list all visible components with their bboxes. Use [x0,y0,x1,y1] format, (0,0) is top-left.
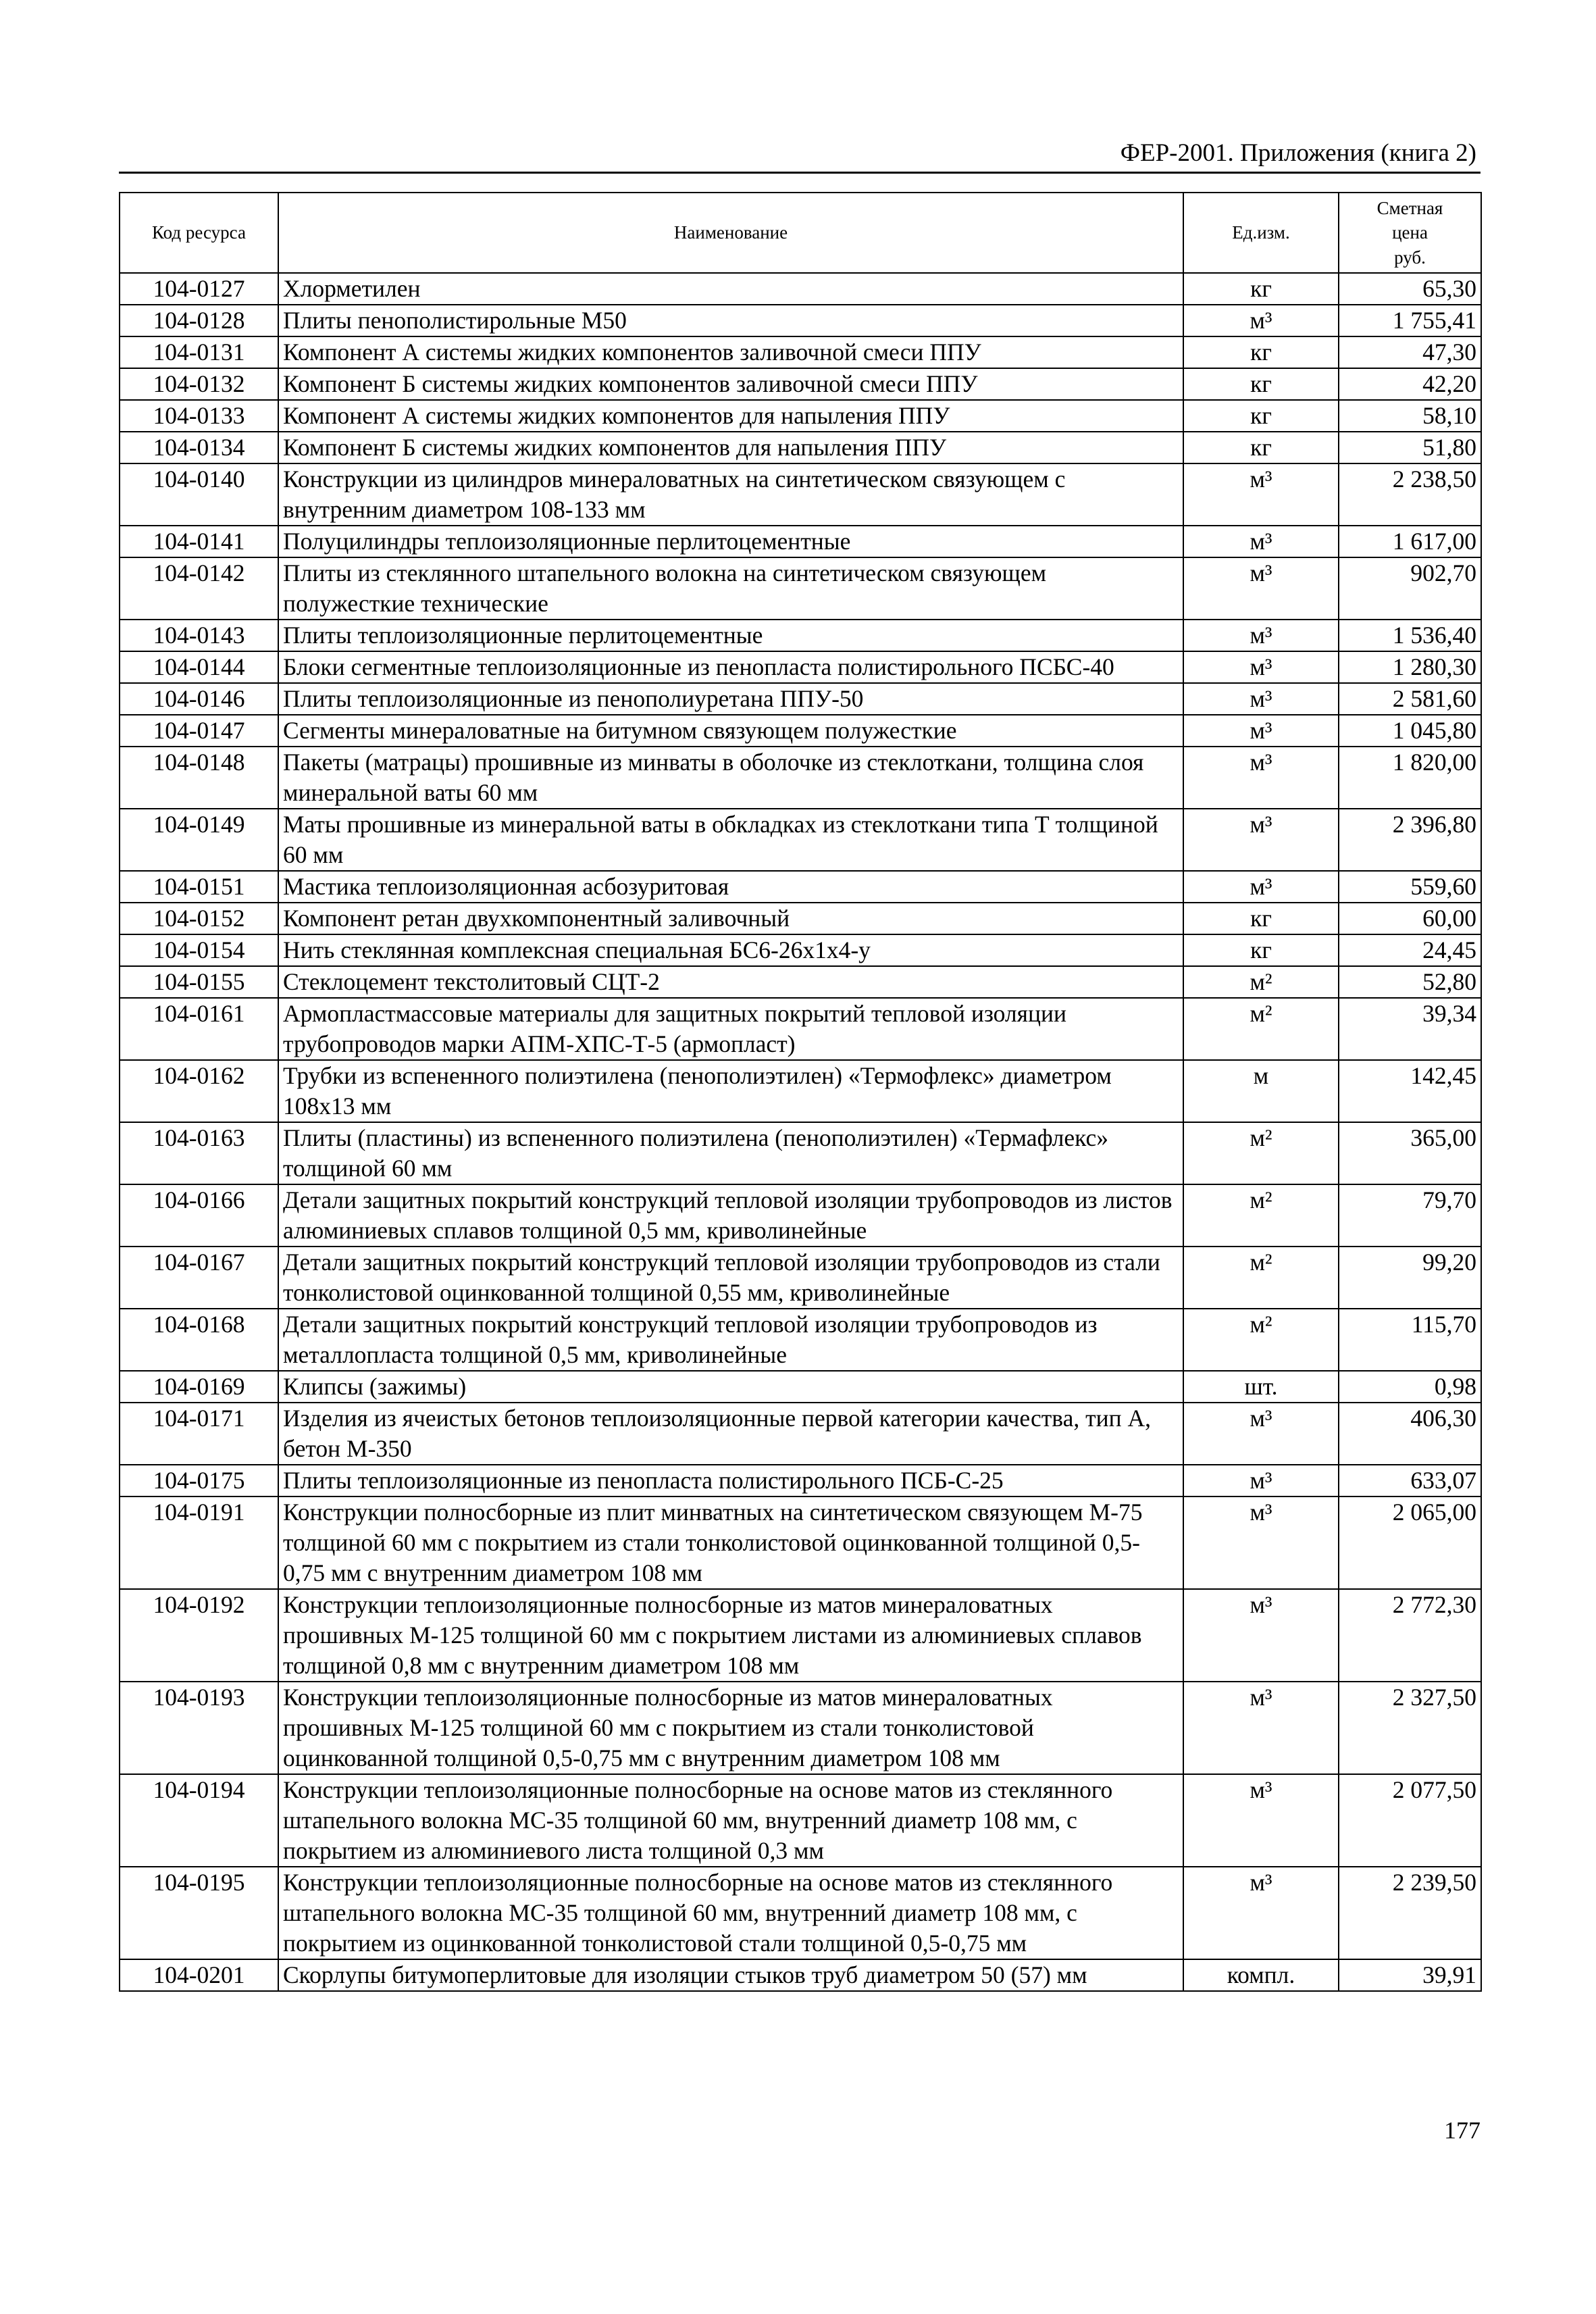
resource-name-cell: Компонент Б системы жидких компонентов заливочной смеси ППУ [278,368,1183,400]
resource-name-cell: Полуцилиндры теплоизоляционные перлитоцементные [278,526,1183,557]
table-row [120,273,1481,305]
price-cell: 406,30 [1339,1403,1481,1465]
resource-name-cell: Плиты пенополистирольные М50 [278,305,1183,336]
resource-code-cell: 104-0147 [120,715,278,747]
unit-cell: м³ [1183,305,1339,336]
price-cell: 99,20 [1339,1247,1481,1309]
unit-cell: м³ [1183,715,1339,747]
unit-cell: кг [1183,336,1339,368]
resource-code-cell: 104-0141 [120,526,278,557]
resource-name-cell: Хлорметилен [278,273,1183,305]
resource-name-cell: Компонент А системы жидких компонентов заливочной смеси ППУ [278,336,1183,368]
price-cell: 52,80 [1339,966,1481,998]
unit-cell: кг [1183,903,1339,934]
resource-code-cell: 104-0132 [120,368,278,400]
unit-cell: м [1183,1060,1339,1122]
page-header [119,132,1481,174]
price-cell: 2 239,50 [1339,1867,1481,1959]
unit-cell: м³ [1183,557,1339,620]
price-cell: 2 327,50 [1339,1682,1481,1774]
resource-name-cell: Армопластмассовые материалы для защитных покрытий тепловой изоляции трубопроводов марки АПМ-ХПС-Т-5 (армопласт) [278,998,1183,1060]
table-row [120,1309,1481,1371]
unit-cell: м³ [1183,683,1339,715]
unit-cell: м² [1183,1247,1339,1309]
resource-code-cell: 104-0143 [120,620,278,651]
resource-name-cell: Конструкции теплоизоляционные полносборные на основе матов из стеклянного штапельного волокна МС-35 толщиной 60 мм, внутренний диаметр 108 мм, с покрытием из оцинкованной тонколистовой стали толщиной 0,5-0,75 мм [278,1867,1183,1959]
unit-cell: м³ [1183,1403,1339,1465]
price-header-line-3: руб. [1394,247,1426,268]
price-cell: 633,07 [1339,1465,1481,1496]
column-header-name: Наименование [278,193,1183,273]
price-cell: 0,98 [1339,1371,1481,1403]
unit-cell: кг [1183,400,1339,432]
price-cell: 142,45 [1339,1060,1481,1122]
resource-code-cell: 104-0155 [120,966,278,998]
unit-cell: м² [1183,998,1339,1060]
unit-cell: кг [1183,368,1339,400]
table-row [120,400,1481,432]
resource-code-cell: 104-0140 [120,463,278,526]
price-cell: 79,70 [1339,1184,1481,1247]
price-cell: 1 617,00 [1339,526,1481,557]
table-row [120,651,1481,683]
table-row [120,1465,1481,1496]
price-cell: 2 065,00 [1339,1496,1481,1589]
resource-code-cell: 104-0149 [120,809,278,871]
table-header-row [120,193,1481,273]
page-number: 177 [1444,2117,1481,2144]
resource-code-cell: 104-0193 [120,1682,278,1774]
resource-name-cell: Скорлупы битумоперлитовые для изоляции стыков труб диаметром 50 (57) мм [278,1959,1183,1991]
unit-cell: м³ [1183,1465,1339,1496]
table-row [120,1959,1481,1991]
price-cell: 365,00 [1339,1122,1481,1184]
column-header-price [1339,193,1481,273]
table-row [120,463,1481,526]
resource-name-cell: Конструкции теплоизоляционные полносборные на основе матов из стеклянного штапельного волокна МС-35 толщиной 60 мм, внутренний диаметр 108 мм, с покрытием из алюминиевого листа толщиной 0,3 мм [278,1774,1183,1867]
resource-name-cell: Детали защитных покрытий конструкций тепловой изоляции трубопроводов из металлопласта толщиной 0,5 мм, криволинейные [278,1309,1183,1371]
table-row [120,1060,1481,1122]
table-row [120,305,1481,336]
table-row [120,809,1481,871]
price-cell: 1 280,30 [1339,651,1481,683]
price-cell: 2 238,50 [1339,463,1481,526]
resource-name-cell: Конструкции теплоизоляционные полносборные из матов минераловатных прошивных М-125 толщиной 60 мм с покрытием листами из алюминиевых сплавов толщиной 0,8 мм с внутренним диаметром 108 мм [278,1589,1183,1682]
resource-code-cell: 104-0201 [120,1959,278,1991]
table-row [120,966,1481,998]
resource-name-cell: Трубки из вспененного полиэтилена (пенополиэтилен) «Термофлекс» диаметром 108х13 мм [278,1060,1183,1122]
resource-code-cell: 104-0175 [120,1465,278,1496]
price-cell: 58,10 [1339,400,1481,432]
table-row [120,526,1481,557]
table-row [120,1247,1481,1309]
price-cell: 24,45 [1339,934,1481,966]
unit-cell: м³ [1183,871,1339,903]
unit-cell: компл. [1183,1959,1339,1991]
unit-cell: м³ [1183,1589,1339,1682]
resource-name-cell: Нить стеклянная комплексная специальная БС6-26х1х4-у [278,934,1183,966]
resource-code-cell: 104-0142 [120,557,278,620]
resource-code-cell: 104-0134 [120,432,278,463]
resource-name-cell: Пакеты (матрацы) прошивные из минваты в оболочке из стеклоткани, толщина слоя минеральной ваты 60 мм [278,747,1183,809]
resource-name-cell: Детали защитных покрытий конструкций тепловой изоляции трубопроводов из листов алюминиевых сплавов толщиной 0,5 мм, криволинейные [278,1184,1183,1247]
resource-code-cell: 104-0146 [120,683,278,715]
resource-name-cell: Плиты из стеклянного штапельного волокна на синтетическом связующем полужесткие технические [278,557,1183,620]
table-row [120,747,1481,809]
resource-code-cell: 104-0195 [120,1867,278,1959]
resource-name-cell: Плиты теплоизоляционные из пенополиуретана ППУ-50 [278,683,1183,715]
price-cell: 902,70 [1339,557,1481,620]
resource-code-cell: 104-0166 [120,1184,278,1247]
resource-code-cell: 104-0154 [120,934,278,966]
unit-cell: м³ [1183,526,1339,557]
unit-cell: м³ [1183,651,1339,683]
price-cell: 1 820,00 [1339,747,1481,809]
table-body [120,273,1481,1991]
resource-code-cell: 104-0192 [120,1589,278,1682]
column-header-code: Код ресурса [120,193,278,273]
unit-cell: м³ [1183,1774,1339,1867]
table-row [120,336,1481,368]
price-header-line-1: Сметная [1376,198,1443,218]
column-header-unit: Ед.изм. [1183,193,1339,273]
unit-cell: кг [1183,432,1339,463]
table-row [120,1371,1481,1403]
resource-code-cell: 104-0169 [120,1371,278,1403]
price-cell: 65,30 [1339,273,1481,305]
resource-name-cell: Компонент Б системы жидких компонентов для напыления ППУ [278,432,1183,463]
table-row [120,998,1481,1060]
resource-code-cell: 104-0152 [120,903,278,934]
table-row [120,1589,1481,1682]
resource-name-cell: Компонент ретан двухкомпонентный заливочный [278,903,1183,934]
table-row [120,683,1481,715]
unit-cell: м³ [1183,1867,1339,1959]
unit-cell: м³ [1183,463,1339,526]
price-cell: 42,20 [1339,368,1481,400]
resource-name-cell: Плиты теплоизоляционные из пенопласта полистирольного ПСБ-С-25 [278,1465,1183,1496]
resource-code-cell: 104-0171 [120,1403,278,1465]
resource-code-cell: 104-0127 [120,273,278,305]
table-row [120,1867,1481,1959]
price-cell: 39,91 [1339,1959,1481,1991]
price-cell: 47,30 [1339,336,1481,368]
table-row [120,1122,1481,1184]
resource-name-cell: Маты прошивные из минеральной ваты в обкладках из стеклоткани типа Т толщиной 60 мм [278,809,1183,871]
resource-name-cell: Плиты теплоизоляционные перлитоцементные [278,620,1183,651]
resource-name-cell: Клипсы (зажимы) [278,1371,1183,1403]
resource-name-cell: Компонент А системы жидких компонентов для напыления ППУ [278,400,1183,432]
resource-name-cell: Стеклоцемент текстолитовый СЦТ-2 [278,966,1183,998]
price-cell: 2 077,50 [1339,1774,1481,1867]
resource-name-cell: Конструкции из цилиндров минераловатных на синтетическом связующем с внутренним диаметром 108-133 мм [278,463,1183,526]
table-row [120,1774,1481,1867]
resource-name-cell: Сегменты минераловатные на битумном связующем полужесткие [278,715,1183,747]
resource-name-cell: Изделия из ячеистых бетонов теплоизоляционные первой категории качества, тип А, бетон М-350 [278,1403,1183,1465]
table-row [120,1682,1481,1774]
running-title: ФЕР-2001. Приложения (книга 2) [1120,139,1476,167]
unit-cell: м³ [1183,1496,1339,1589]
unit-cell: м³ [1183,747,1339,809]
table-row [120,903,1481,934]
resource-code-cell: 104-0144 [120,651,278,683]
unit-cell: м² [1183,1122,1339,1184]
price-cell: 2 396,80 [1339,809,1481,871]
resource-name-cell: Конструкции теплоизоляционные полносборные из матов минераловатных прошивных М-125 толщиной 60 мм с покрытием из стали тонколистовой оцинкованной толщиной 0,5-0,75 мм с внутренним диаметром 108 мм [278,1682,1183,1774]
resource-code-cell: 104-0162 [120,1060,278,1122]
unit-cell: кг [1183,934,1339,966]
resource-code-cell: 104-0161 [120,998,278,1060]
price-cell: 115,70 [1339,1309,1481,1371]
unit-cell: м² [1183,1184,1339,1247]
resource-code-cell: 104-0133 [120,400,278,432]
price-cell: 2 581,60 [1339,683,1481,715]
resource-name-cell: Плиты (пластины) из вспененного полиэтилена (пенополиэтилен) «Термафлекс» толщиной 60 мм [278,1122,1183,1184]
resource-name-cell: Конструкции полносборные из плит минватных на синтетическом связующем М-75 толщиной 60 мм с покрытием из стали тонколистовой оцинкованной толщиной 0,5-0,75 мм с внутренним диаметром 108 мм [278,1496,1183,1589]
price-cell: 51,80 [1339,432,1481,463]
table-row [120,1496,1481,1589]
price-cell: 1 755,41 [1339,305,1481,336]
resource-name-cell: Блоки сегментные теплоизоляционные из пенопласта полистирольного ПСБС-40 [278,651,1183,683]
resource-price-table [119,192,1482,1992]
table-row [120,368,1481,400]
resource-code-cell: 104-0151 [120,871,278,903]
resource-code-cell: 104-0131 [120,336,278,368]
price-cell: 2 772,30 [1339,1589,1481,1682]
unit-cell: м² [1183,1309,1339,1371]
unit-cell: кг [1183,273,1339,305]
table-row [120,620,1481,651]
resource-code-cell: 104-0163 [120,1122,278,1184]
table-row [120,432,1481,463]
price-cell: 1 536,40 [1339,620,1481,651]
table-row [120,1184,1481,1247]
resource-code-cell: 104-0168 [120,1309,278,1371]
resource-code-cell: 104-0148 [120,747,278,809]
resource-code-cell: 104-0194 [120,1774,278,1867]
price-cell: 559,60 [1339,871,1481,903]
resource-code-cell: 104-0128 [120,305,278,336]
unit-cell: шт. [1183,1371,1339,1403]
table-row [120,934,1481,966]
unit-cell: м² [1183,966,1339,998]
price-cell: 39,34 [1339,998,1481,1060]
table-row [120,715,1481,747]
price-cell: 1 045,80 [1339,715,1481,747]
unit-cell: м³ [1183,620,1339,651]
table-row [120,1403,1481,1465]
resource-name-cell: Мастика теплоизоляционная асбозуритовая [278,871,1183,903]
resource-code-cell: 104-0191 [120,1496,278,1589]
resource-name-cell: Детали защитных покрытий конструкций тепловой изоляции трубопроводов из стали тонколистовой оцинкованной толщиной 0,55 мм, криволинейные [278,1247,1183,1309]
unit-cell: м³ [1183,809,1339,871]
table-row [120,871,1481,903]
unit-cell: м³ [1183,1682,1339,1774]
table-row [120,557,1481,620]
resource-code-cell: 104-0167 [120,1247,278,1309]
price-cell: 60,00 [1339,903,1481,934]
price-header-line-2: цена [1392,222,1428,243]
